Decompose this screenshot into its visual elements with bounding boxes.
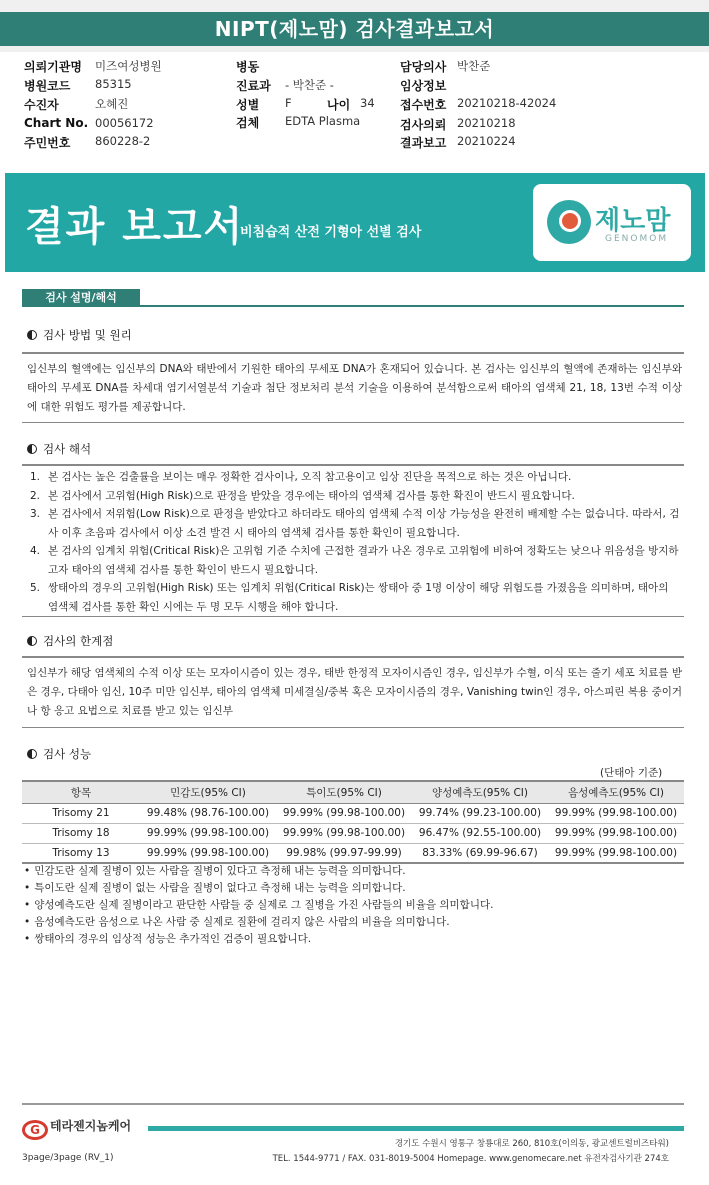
table-cell: 99.99% (99.98-100.00)	[140, 823, 276, 843]
table-cell: Trisomy 18	[22, 823, 140, 843]
half-circle-icon	[27, 330, 37, 340]
chart-value: 00056172	[95, 116, 154, 130]
list-item: • 특이도란 실제 질병이 없는 사람을 질병이 없다고 측정해 내는 능력을 의미합니다.	[24, 880, 493, 897]
list-item: 4. 본 검사의 임계치 위험(Critical Risk)은 고위험 기준 수치에 근접한 결과가 나온 경우로 고위험에 비하여 정확도는 낮으나 위음성을 방지하고자 태아의 염색체 검사를 통한 확인이 반드시 필요합니다.	[30, 545, 679, 576]
performance-notes	[24, 863, 493, 948]
hospital-value: 미즈여성병원	[95, 59, 162, 73]
performance-heading: 검사 성능	[27, 746, 91, 762]
table-row	[22, 823, 684, 843]
list-item: 3. 본 검사에서 저위험(Low Risk)으로 판정을 받았다고 하더라도 태아의 염색체 수적 이상 가능성을 완전히 배제할 수는 없습니다. 따라서, 검사 이후 초음파 검사에서 이상 소견 발견 시 태아의 염색체 검사를 통한 확인이 필요합니다.	[30, 508, 680, 539]
table-cell: 99.99% (99.98-100.00)	[140, 843, 276, 863]
table-cell: Trisomy 21	[22, 803, 140, 823]
clinical-label: 임상정보	[400, 79, 447, 93]
company-logo: G 테라젠지놈케어	[22, 1117, 131, 1140]
unit-note: (단태아 기준)	[600, 767, 663, 779]
hospital-label: 의뢰기관명	[24, 60, 82, 74]
divider	[22, 352, 684, 354]
report-title: NIPT(제노맘) 검사결과보고서	[0, 12, 709, 46]
table-cell: 99.99% (99.98-100.00)	[548, 843, 684, 863]
list-item: 2. 본 검사에서 고위험(High Risk)으로 판정을 받았을 경우에는 태아의 염색체 검사를 통한 확진이 반드시 필요합니다.	[30, 489, 575, 502]
list-item: • 양성예측도란 실제 질병이라고 판단한 사람들 중 실제로 그 질병을 가진 사람들의 비율을 의미합니다.	[24, 897, 493, 914]
company-address	[273, 1137, 669, 1167]
code-value: 85315	[95, 77, 132, 91]
table-header-row	[22, 781, 684, 803]
divider	[22, 422, 684, 423]
doctor-value: 박찬준	[457, 59, 491, 73]
sex-value: F	[285, 96, 292, 110]
accession-label: 접수번호	[400, 98, 447, 112]
table-cell: 99.99% (99.98-100.00)	[276, 823, 412, 843]
request-label: 검사의뢰	[400, 118, 447, 132]
patient-info	[0, 52, 709, 154]
column-header: 항목	[22, 781, 140, 803]
chart-label: Chart No.	[24, 116, 89, 130]
limits-text: 임신부가 해당 염색체의 수적 이상 또는 모자이시즘이 있는 경우, 태반 한정적 모자이시즘인 경우, 임신부가 수혈, 이식 또는 줄기 세포 치료를 받은 경우, 다태아 임신, 10주 미만 임신부, 태아의 염색체 미세결실/중복 혹은 모자이시즘의 경우, Vanishing twin인 경우, 아스피린 복용 중이거나 항 응고 요법으로 치료를 받고 있는 임신부	[27, 667, 682, 717]
half-circle-icon	[27, 749, 37, 759]
sex-label: 성별	[236, 98, 260, 112]
method-heading: 검사 방법 및 원리	[27, 327, 132, 343]
doctor-label: 담당의사	[400, 60, 447, 74]
footer-accent-bar	[148, 1126, 684, 1131]
interpretation-heading: 검사 해석	[27, 441, 91, 457]
table-cell: Trisomy 13	[22, 843, 140, 863]
divider	[22, 616, 684, 617]
receiver-label: 수진자	[24, 98, 59, 112]
request-value: 20210218	[457, 116, 516, 130]
code-label: 병원코드	[24, 79, 71, 93]
receiver-value: 오혜진	[95, 97, 129, 111]
list-item: 1. 본 검사는 높은 검출률을 보이는 매우 정확한 검사이나, 오직 참고용이고 임상 진단을 목적으로 하는 것은 아닙니다.	[30, 471, 572, 483]
half-circle-icon	[27, 636, 37, 646]
column-header: 양성예측도(95% CI)	[412, 781, 548, 803]
table-cell: 83.33% (69.99-96.67)	[412, 843, 548, 863]
dept-value: - 박찬준 -	[285, 78, 334, 92]
logo-baby-icon	[559, 210, 581, 232]
specimen-label: 검체	[236, 116, 260, 130]
age-label: 나이	[327, 98, 351, 112]
table-row	[22, 843, 684, 863]
column-header: 특이도(95% CI)	[276, 781, 412, 803]
table-cell: 96.47% (92.55-100.00)	[412, 823, 548, 843]
report-value: 20210224	[457, 134, 516, 148]
ward-label: 병동	[236, 60, 260, 74]
section-tab: 검사 설명/해석	[22, 289, 140, 307]
result-banner	[5, 173, 705, 272]
divider	[22, 656, 684, 658]
limits-heading: 검사의 한계점	[27, 633, 113, 649]
method-text: 임신부의 혈액에는 임신부의 DNA와 태반에서 기원한 태아의 무세포 DNA가 혼재되어 있습니다. 본 검사는 임신부의 혈액에 존재하는 임신부와 태아의 무세포 DNA를 차세대 염기서열분석 기술과 첨단 정보처리 분석 기술을 이용하여 분석함으로써 태아의 염색체 21, 18, 13번 수적 이상에 대한 위험도 평가를 제공합니다.	[27, 363, 682, 413]
dept-label: 진료과	[236, 79, 271, 93]
divider	[22, 727, 684, 728]
table-cell: 99.74% (99.23-100.00)	[412, 803, 548, 823]
rrn-label: 주민번호	[24, 136, 71, 150]
age-value: 34	[360, 96, 375, 110]
accession-value: 20210218-42024	[457, 96, 557, 110]
genomom-logo	[533, 184, 691, 261]
logo-korean-name: 제노맘	[595, 206, 671, 236]
column-header: 민감도(95% CI)	[140, 781, 276, 803]
logo-english-name: GENOMOM	[605, 234, 669, 244]
table-cell: 99.48% (98.76-100.00)	[140, 803, 276, 823]
banner-subtitle: 비침습적 산전 기형아 선별 검사	[240, 225, 422, 240]
report-label: 결과보고	[400, 136, 447, 150]
table-cell: 99.99% (99.98-100.00)	[548, 803, 684, 823]
divider	[22, 464, 684, 466]
list-item: • 민감도란 실제 질병이 있는 사람을 질병이 있다고 측정해 내는 능력을 의미합니다.	[24, 863, 493, 880]
page-number: 3page/3page (RV_1)	[22, 1153, 114, 1163]
performance-table	[22, 780, 684, 864]
list-item: • 쌍태아의 경우의 임상적 성능은 추가적인 검증이 필요합니다.	[24, 931, 493, 948]
table-cell: 99.99% (99.98-100.00)	[276, 803, 412, 823]
address-line: 경기도 수원시 영통구 창룡대로 260, 810호(이의동, 광교센트럴비즈타워)	[394, 1139, 669, 1149]
interpretation-list	[30, 468, 680, 616]
column-header: 음성예측도(95% CI)	[548, 781, 684, 803]
list-item: 5. 쌍태아의 경우의 고위험(High Risk) 또는 임계치 위험(Critical Risk)는 쌍태아 중 1명 이상이 해당 위험도를 가졌음을 의미하며, 태아의 염색체 검사를 통한 확인 시에는 두 명 모두 시행을 해야 합니다.	[30, 582, 669, 613]
table-cell: 99.99% (99.98-100.00)	[548, 823, 684, 843]
rrn-value: 860228-2	[95, 134, 151, 148]
table-row	[22, 803, 684, 823]
list-item: • 음성예측도란 음성으로 나온 사람 중 실제로 질환에 걸리지 않은 사람의 비율을 의미합니다.	[24, 914, 493, 931]
contact-line: TEL. 1544-9771 / FAX. 031-8019-5004 Homepage. www.genomecare.net 유전자검사기관 274호	[272, 1154, 669, 1164]
company-g-icon: G	[22, 1120, 48, 1140]
table-cell: 99.98% (99.97-99.99)	[276, 843, 412, 863]
half-circle-icon	[27, 444, 37, 454]
footer-divider	[22, 1103, 684, 1105]
specimen-value: EDTA Plasma	[285, 114, 361, 128]
banner-title: 결과 보고서	[25, 204, 245, 250]
